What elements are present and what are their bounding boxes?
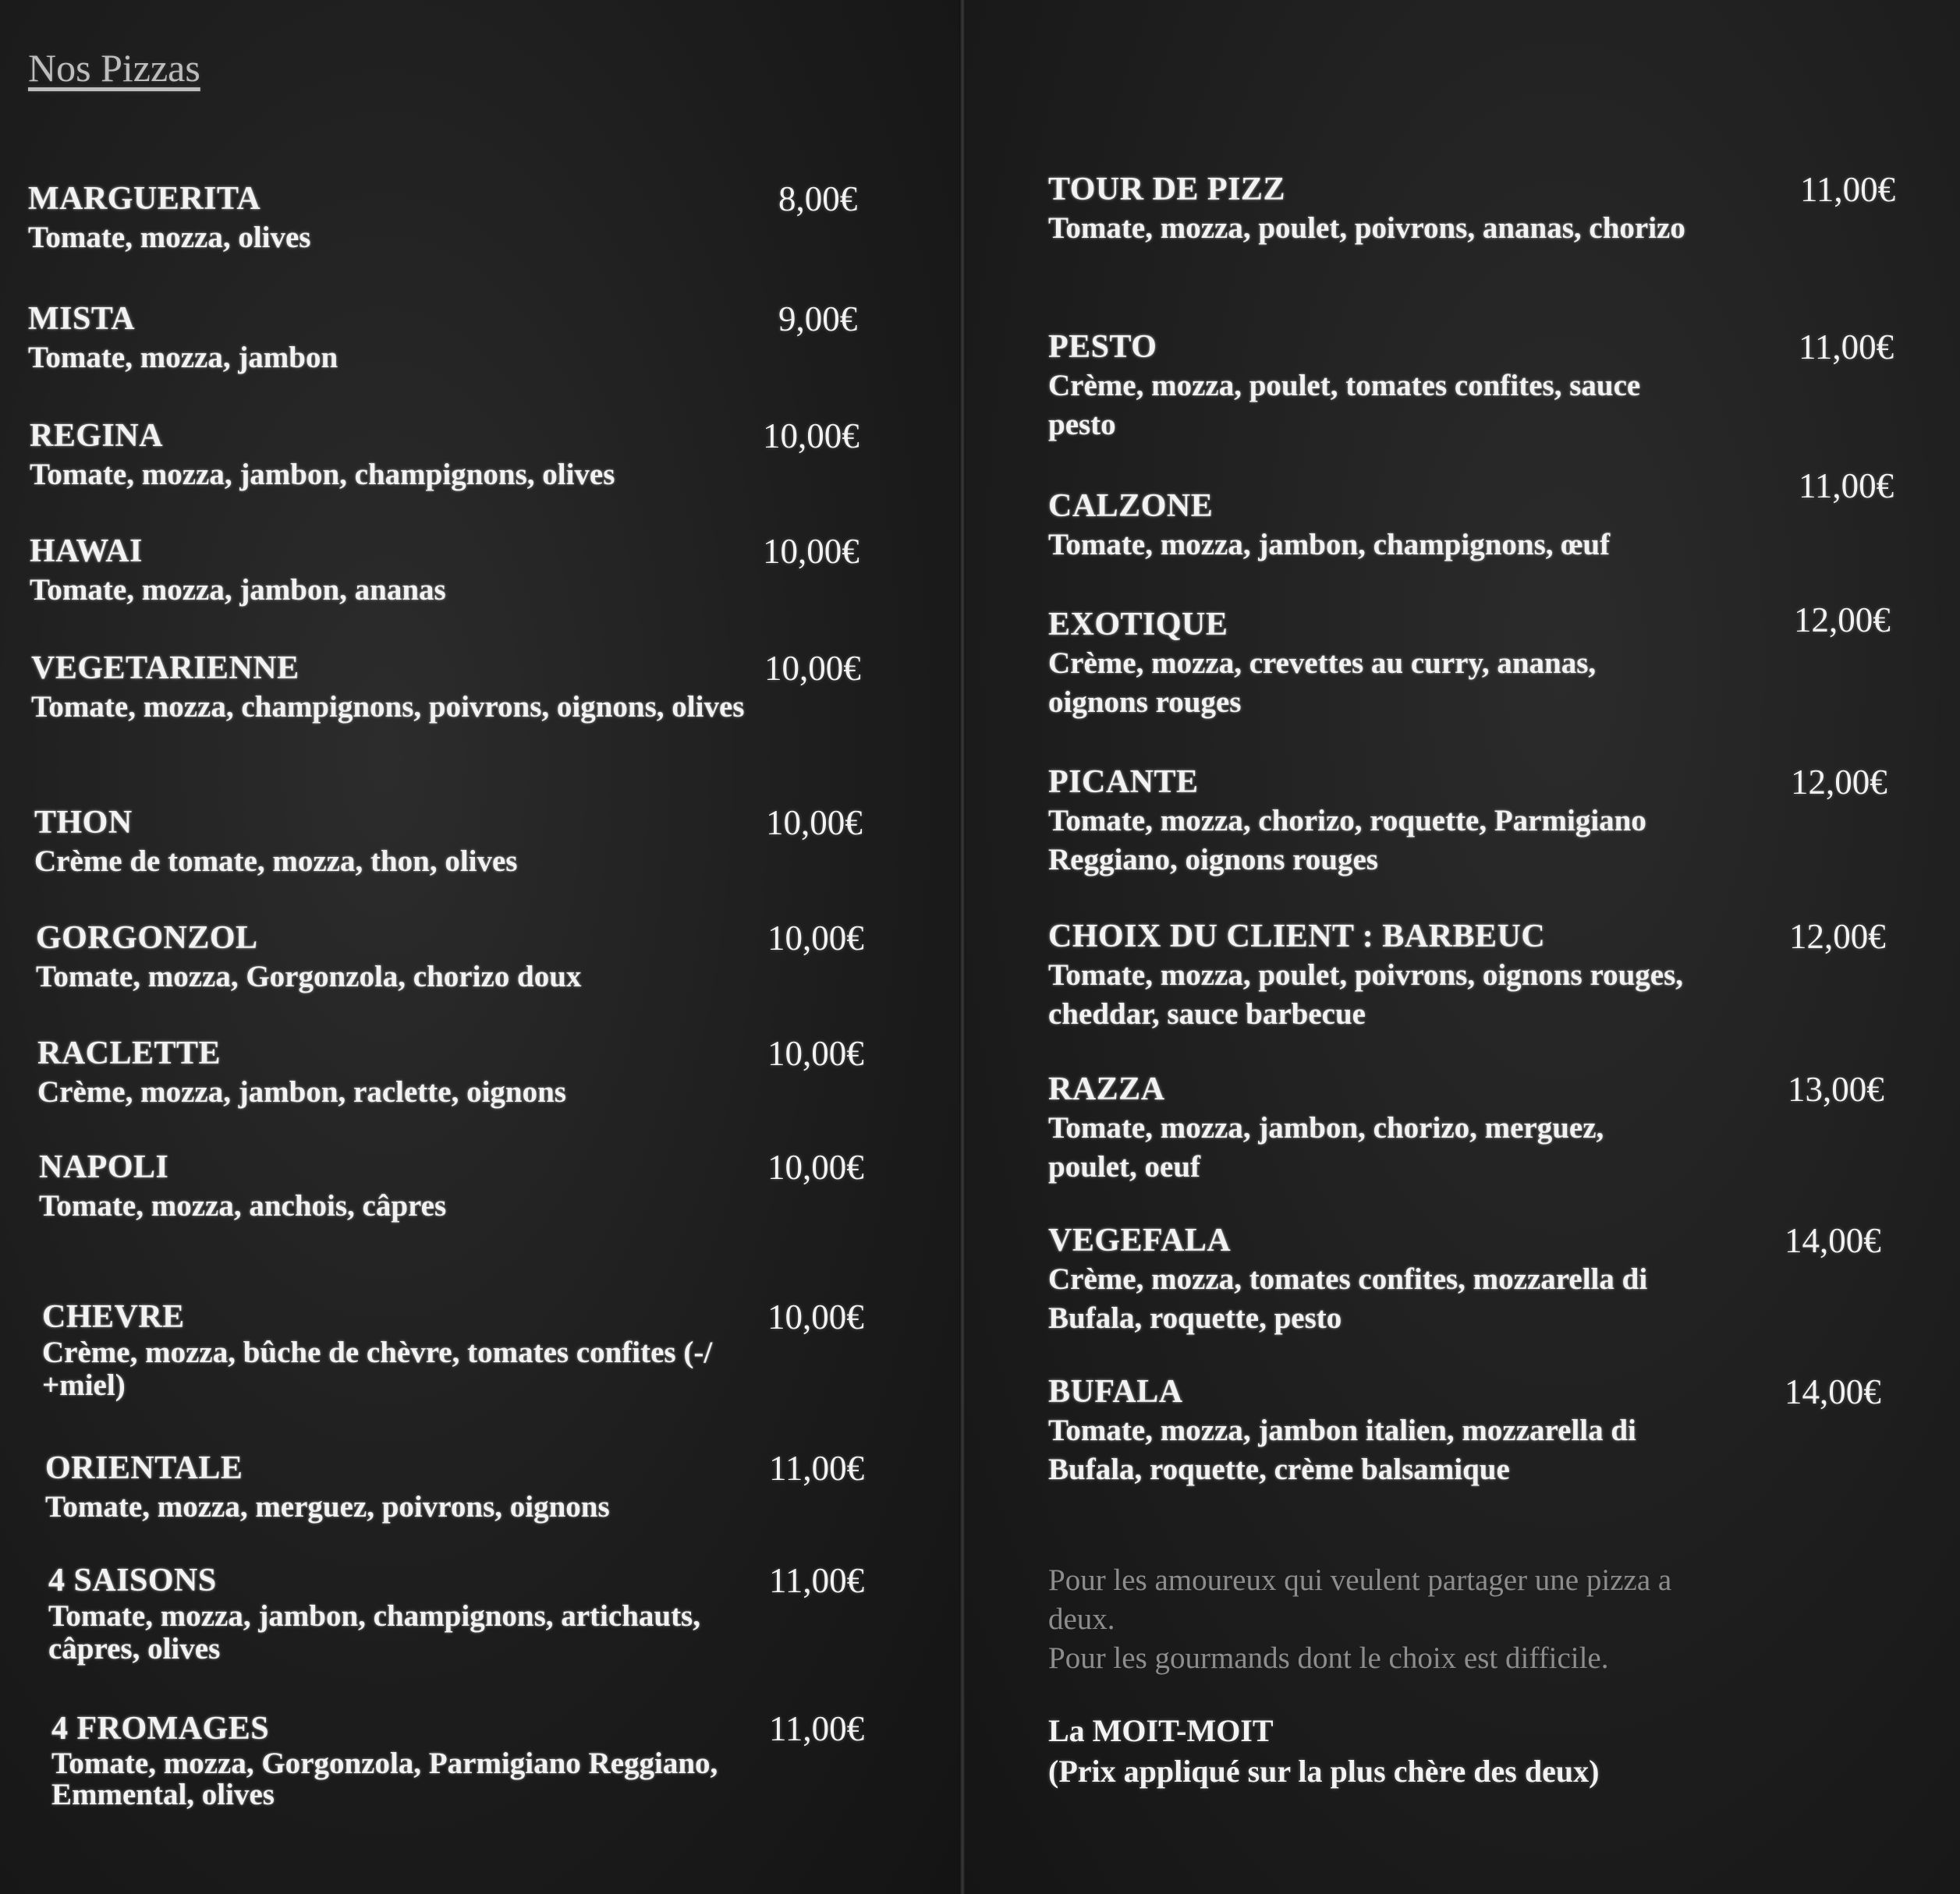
- pizza-name: CHOIX DU CLIENT : BARBEUC: [1048, 919, 1546, 954]
- menu-item-gorgonzol: [36, 919, 864, 997]
- pizza-ingredients: Tomate, mozza, jambon, chorizo, merguez, poulet, oeuf: [1048, 1111, 1604, 1184]
- pizza-price: 10,00€: [767, 1148, 864, 1187]
- menu-item-hawai: [30, 532, 859, 610]
- pizza-ingredients: Tomate, mozza, Gorgonzola, Parmigiano Reggiano, Emmental, olives: [51, 1747, 718, 1811]
- moit-moit-offer: [1048, 1711, 1599, 1792]
- pizza-price: 11,00€: [769, 1449, 865, 1488]
- pizza-ingredients: Crème, mozza, poulet, tomates confites, sauce pesto: [1048, 369, 1641, 441]
- pizza-name: MISTA: [28, 301, 136, 337]
- pizza-name: 4 FROMAGES: [51, 1711, 270, 1747]
- pizza-price: 14,00€: [1785, 1221, 1881, 1260]
- pizza-ingredients: Tomate, mozza, jambon, champignons, olives: [30, 458, 615, 491]
- pizza-ingredients: Tomate, mozza, champignons, poivrons, oignons, olives: [31, 690, 745, 724]
- pizza-name: BUFALA: [1048, 1374, 1183, 1410]
- pizza-ingredients: Tomate, mozza, jambon, ananas: [30, 573, 446, 607]
- pizza-ingredients: Tomate, mozza, olives: [28, 221, 311, 254]
- menu-item-bufala: [1048, 1372, 1881, 1489]
- pizza-ingredients: Tomate, mozza, poulet, poivrons, oignons rouges, cheddar, sauce barbecue: [1048, 958, 1684, 1031]
- pizza-ingredients: Tomate, mozza, poulet, poivrons, ananas, chorizo: [1048, 211, 1685, 245]
- menu-item-mista: [28, 299, 858, 377]
- pizza-name: THON: [34, 805, 133, 841]
- menu-item-thon: [34, 803, 863, 881]
- pizza-name: CALZONE: [1048, 488, 1214, 524]
- menu-item-razza: [1048, 1070, 1884, 1187]
- pizza-price: 10,00€: [767, 919, 864, 958]
- sharing-note-line-2: Pour les gourmands dont le choix est difficile.: [1048, 1641, 1609, 1675]
- menu-item-4-saisons: [48, 1561, 865, 1666]
- pizza-name: CHEVRE: [42, 1299, 185, 1335]
- pizza-name: EXOTIQUE: [1048, 607, 1228, 643]
- pizza-ingredients: Tomate, mozza, jambon italien, mozzarella di Bufala, roquette, crème balsamique: [1048, 1414, 1636, 1486]
- pizza-ingredients: Tomate, mozza, jambon, champignons, œuf: [1048, 528, 1611, 561]
- pizza-price: 10,00€: [767, 1034, 864, 1073]
- pizza-price: 12,00€: [1791, 763, 1887, 802]
- pizza-price: 12,00€: [1794, 600, 1891, 639]
- menu-item-vegefala: [1048, 1221, 1881, 1338]
- pizza-price: 10,00€: [767, 1297, 864, 1336]
- pizza-name: HAWAI: [30, 533, 143, 569]
- pizza-price: 11,00€: [1799, 466, 1894, 505]
- menu-item-marguerita: [28, 179, 858, 257]
- pizza-price: 9,00€: [778, 299, 858, 338]
- pizza-ingredients: Tomate, mozza, jambon, champignons, artichauts, câpres, olives: [48, 1599, 700, 1666]
- pizza-name: NAPOLI: [39, 1149, 169, 1185]
- pizza-ingredients: Crème, mozza, bûche de chèvre, tomates confites (-/ +miel): [42, 1336, 713, 1402]
- pizza-name: RAZZA: [1048, 1071, 1165, 1107]
- pizza-price: 13,00€: [1788, 1070, 1884, 1109]
- pizza-price: 11,00€: [1799, 327, 1894, 366]
- pizza-name: REGINA: [30, 418, 164, 454]
- pizza-ingredients: Tomate, mozza, jambon: [28, 341, 338, 374]
- pizza-price: 11,00€: [769, 1709, 865, 1748]
- pizza-ingredients: Crème de tomate, mozza, thon, olives: [34, 844, 518, 878]
- pizza-name: ORIENTALE: [45, 1450, 243, 1486]
- pizza-price: 10,00€: [763, 416, 859, 455]
- menu-item-raclette: [37, 1034, 864, 1112]
- moit-moit-title: La MOIT-MOIT: [1048, 1713, 1274, 1748]
- pizza-ingredients: Tomate, mozza, merguez, poivrons, oignons: [45, 1490, 610, 1524]
- menu-item-calzone: [1048, 466, 1894, 565]
- menu-item-vegetarienne: [31, 649, 861, 727]
- menu-item-napoli: [39, 1148, 864, 1226]
- pizza-name: RACLETTE: [37, 1036, 222, 1071]
- pizza-ingredients: Tomate, mozza, Gorgonzola, chorizo doux: [36, 960, 582, 993]
- pizza-name: VEGEFALA: [1048, 1223, 1232, 1259]
- menu-item-picante: [1048, 763, 1887, 880]
- pizza-ingredients: Crème, mozza, jambon, raclette, oignons: [37, 1075, 566, 1109]
- menu-item-exotique: [1048, 600, 1891, 722]
- pizza-name: 4 SAISONS: [48, 1563, 217, 1598]
- moit-moit-subtitle: (Prix appliqué sur la plus chère des deux): [1048, 1754, 1600, 1789]
- pizza-name: VEGETARIENNE: [31, 650, 299, 686]
- pizza-ingredients: Crème, mozza, tomates confites, mozzarella di Bufala, roquette, pesto: [1048, 1262, 1648, 1335]
- pizza-price: 8,00€: [778, 179, 858, 218]
- page-title: Nos Pizzas: [28, 46, 200, 90]
- pizza-price: 10,00€: [764, 649, 861, 688]
- pizza-price: 14,00€: [1785, 1372, 1881, 1411]
- pizza-price: 11,00€: [769, 1561, 865, 1600]
- menu-item-chevre: [42, 1297, 864, 1402]
- pizza-name: MARGUERITA: [28, 181, 261, 217]
- pizza-name: PESTO: [1048, 329, 1157, 365]
- menu-item-pesto: [1048, 327, 1894, 444]
- sharing-note-line-1: Pour les amoureux qui veulent partager une pizza a deux.: [1048, 1563, 1672, 1636]
- pizza-price: 11,00€: [1800, 170, 1896, 209]
- menu-item-choix-du-client: [1048, 917, 1886, 1034]
- menu-item-regina: [30, 416, 859, 494]
- pizza-ingredients: Crème, mozza, crevettes au curry, ananas, oignons rouges: [1048, 646, 1597, 719]
- pizza-price: 12,00€: [1789, 917, 1886, 956]
- pizza-name: TOUR DE PIZZ: [1048, 172, 1285, 207]
- pizza-name: PICANTE: [1048, 764, 1199, 800]
- pizza-ingredients: Tomate, mozza, anchois, câpres: [39, 1189, 447, 1223]
- sharing-note: [1048, 1561, 1735, 1678]
- pizza-price: 10,00€: [766, 803, 863, 842]
- pizza-price: 10,00€: [763, 532, 859, 571]
- menu-item-4-fromages: [51, 1709, 865, 1811]
- menu-item-orientale: [45, 1449, 865, 1527]
- menu-item-tour-de-pizz: [1048, 170, 1896, 248]
- pizza-name: GORGONZOL: [36, 920, 258, 956]
- pizza-ingredients: Tomate, mozza, chorizo, roquette, Parmigiano Reggiano, oignons rouges: [1048, 804, 1646, 876]
